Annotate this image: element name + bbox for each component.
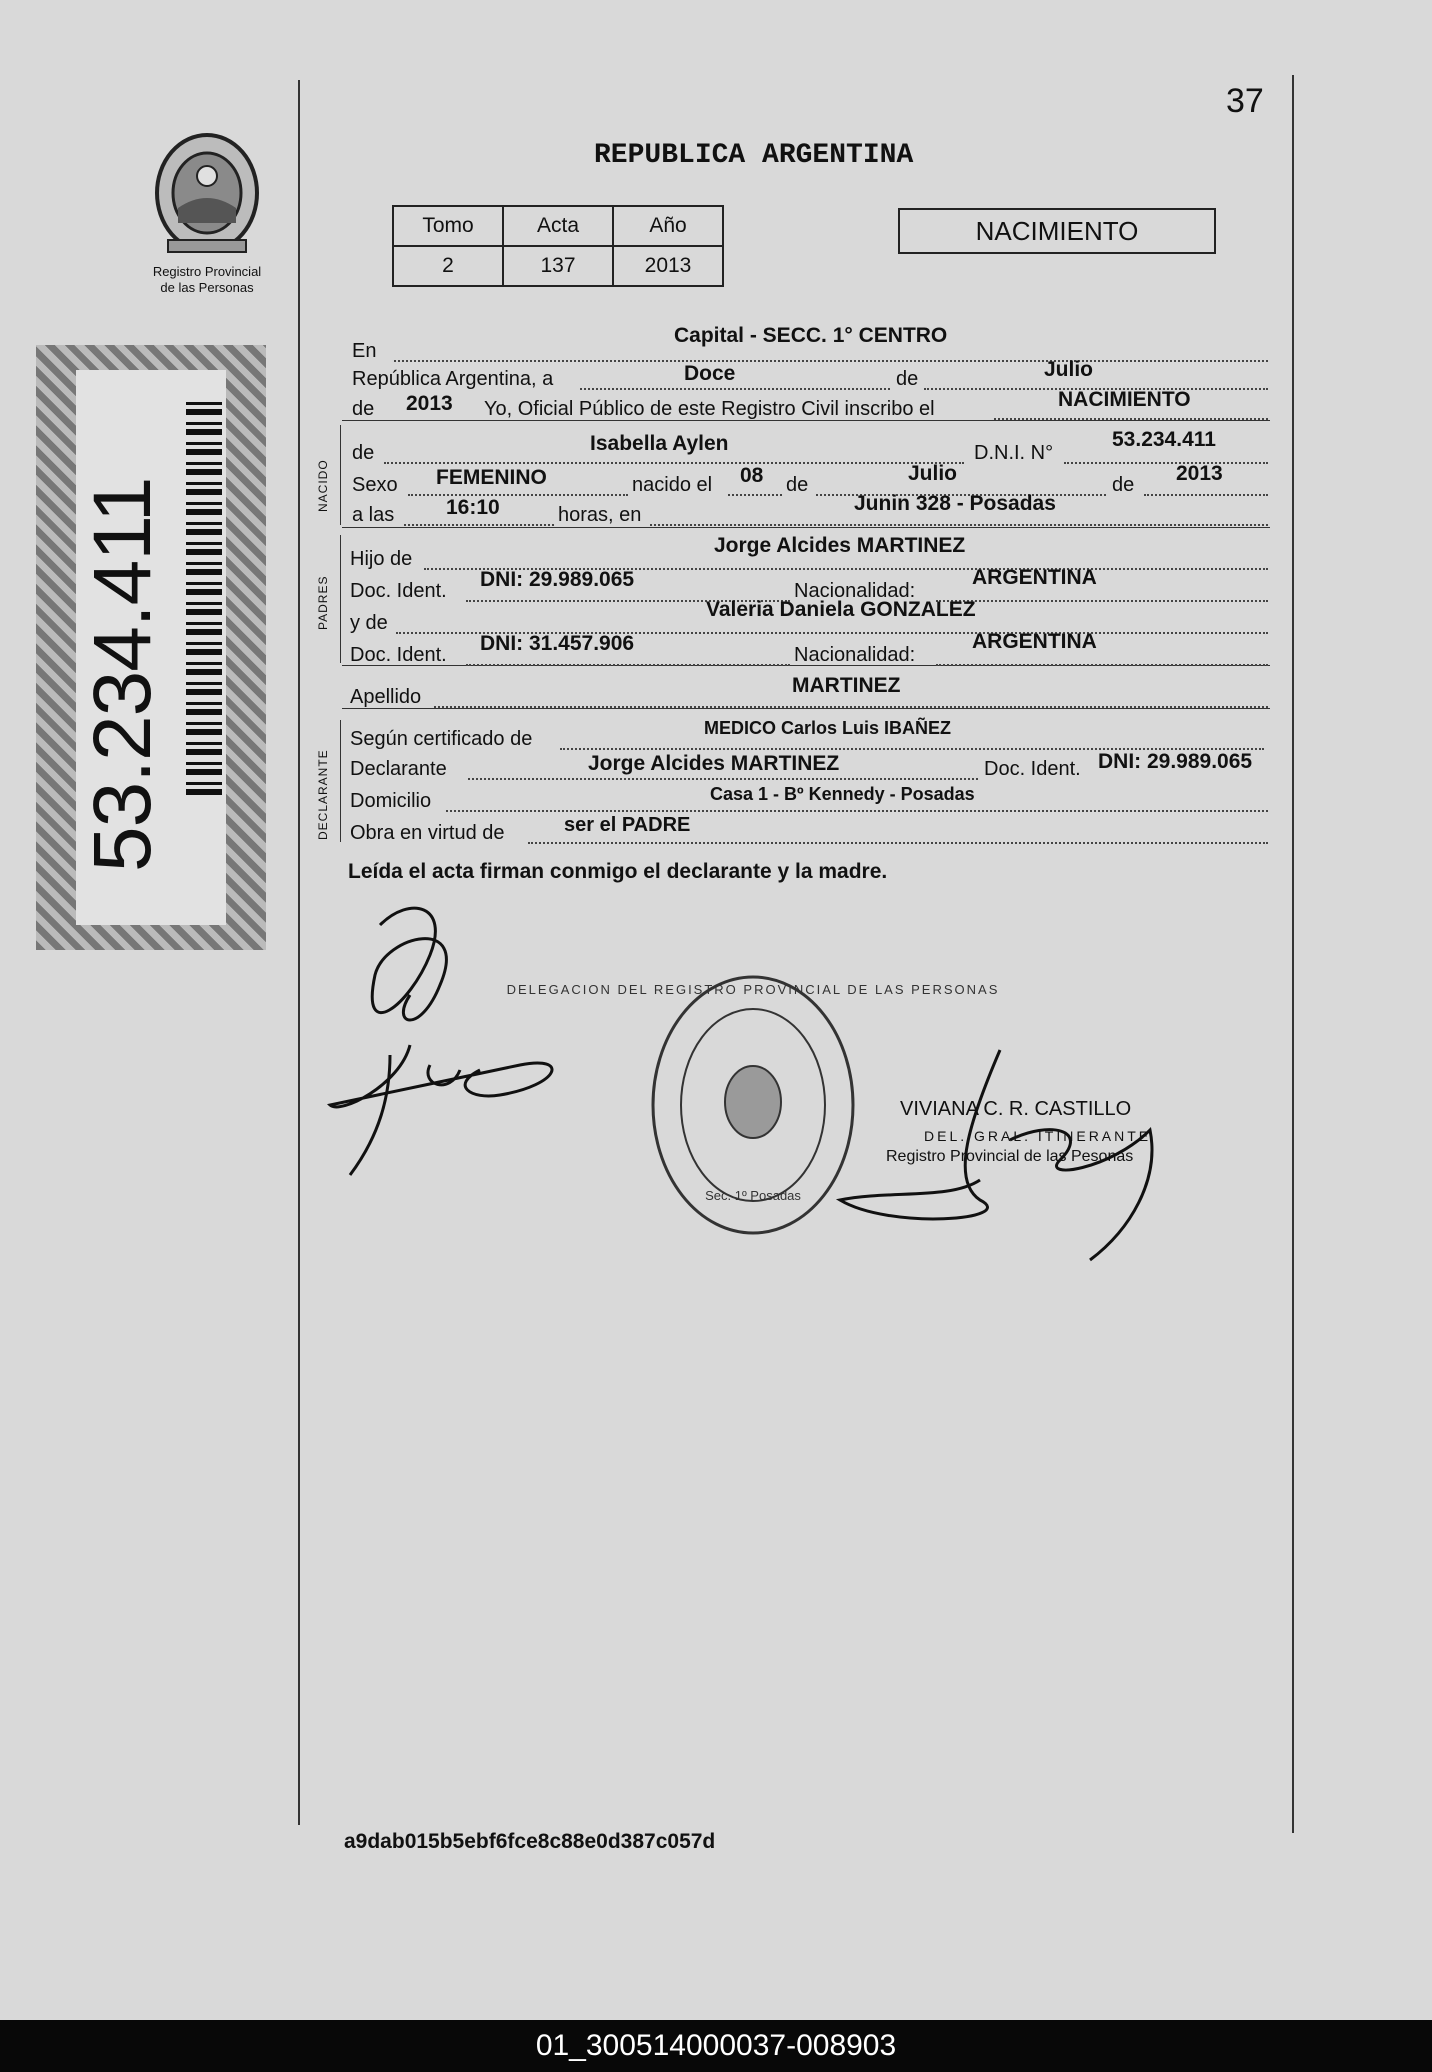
page-number: 37 — [1226, 82, 1264, 120]
section-label-declarante: DECLARANTE — [316, 749, 330, 840]
label-horas-en: horas, en — [558, 504, 642, 526]
dotted-line — [936, 664, 1268, 666]
label-de-name: de — [352, 442, 375, 464]
dotted-line — [1064, 462, 1268, 464]
separator — [342, 527, 1270, 528]
official-name: VIVIANA C. R. CASTILLO — [900, 1098, 1132, 1120]
label-doc-ident-mother: Doc. Ident. — [350, 644, 447, 666]
registry-line1: Registro Provincial — [152, 264, 262, 279]
declarant-signature — [320, 895, 580, 1185]
label-hijo-de: Hijo de — [350, 548, 413, 570]
label-sexo: Sexo — [352, 474, 398, 496]
label-y-de: y de — [350, 612, 388, 634]
label-a-las: a las — [352, 504, 395, 526]
value-birth-day: 08 — [740, 464, 764, 487]
value-day-word: Doce — [684, 362, 736, 385]
value-address: Casa 1 - Bº Kennedy - Posadas — [710, 784, 975, 804]
stamp-ring-text: DELEGACION DEL REGISTRO PROVINCIAL DE LAS PERSONAS — [506, 982, 1000, 997]
label-nacido-el: nacido el — [632, 474, 713, 496]
right-frame-line — [1292, 75, 1294, 1833]
value-declarant-doc: DNI: 29.989.065 — [1098, 750, 1253, 773]
label-nacionalidad: Nacionalidad: — [794, 580, 916, 602]
value-capacity: ser el PADRE — [564, 814, 691, 836]
value-father-nat: ARGENTINA — [972, 566, 1097, 589]
barcode-number: 53.234.411 — [77, 477, 168, 872]
dotted-line — [580, 388, 890, 390]
dotted-line — [394, 360, 1268, 362]
dotted-line — [404, 524, 554, 526]
value-ano: 2013 — [613, 246, 723, 286]
label-obra: Obra en virtud de — [350, 822, 505, 844]
dotted-line — [936, 600, 1268, 602]
document-hash: a9dab015b5ebf6fce8c88e0d387c057d — [344, 1830, 716, 1853]
label-declarante: Declarante — [350, 758, 447, 780]
value-father-doc: DNI: 29.989.065 — [480, 568, 635, 591]
dotted-line — [434, 706, 1268, 708]
dotted-line — [468, 778, 978, 780]
value-event: NACIMIENTO — [1058, 388, 1191, 411]
official-stamp — [506, 970, 1000, 1240]
document-title: REPUBLICA ARGENTINA — [594, 140, 914, 171]
dotted-line — [528, 842, 1268, 844]
value-birth-place: Junin 328 - Posadas — [854, 492, 1056, 515]
dotted-line — [728, 494, 782, 496]
value-declarant: Jorge Alcides MARTINEZ — [588, 752, 840, 775]
label-doc-ident-declarant: Doc. Ident. — [984, 758, 1081, 780]
label-de-month: de — [1112, 474, 1135, 496]
registry-line2: de las Personas — [160, 280, 254, 295]
value-sex: FEMENINO — [436, 466, 547, 489]
record-type-box: NACIMIENTO — [898, 208, 1216, 254]
section-label-nacido: NACIDO — [316, 459, 330, 512]
header-ano: Año — [613, 206, 723, 246]
label-yo-text: Yo, Oficial Público de este Registro Civil inscribo el — [484, 398, 935, 420]
label-de: de — [896, 368, 919, 390]
dotted-line — [1144, 494, 1268, 496]
dotted-line — [650, 524, 1268, 526]
value-time: 16:10 — [446, 496, 500, 519]
registry-label — [132, 264, 282, 296]
value-dni: 53.234.411 — [1112, 428, 1216, 451]
official-office: Registro Provincial de las Pesonas — [886, 1148, 1134, 1165]
dotted-line — [384, 462, 964, 464]
value-birth-year: 2013 — [1176, 462, 1223, 485]
value-mother-nat: ARGENTINA — [972, 630, 1097, 653]
label-domicilio: Domicilio — [350, 790, 432, 812]
value-place: Capital - SECC. 1° CENTRO — [674, 324, 948, 347]
label-doc-ident: Doc. Ident. — [350, 580, 447, 602]
label-republica: República Argentina, a — [352, 368, 554, 390]
label-dni: D.N.I. N° — [974, 442, 1054, 464]
section-divider — [340, 425, 341, 525]
value-birth-month: Julio — [908, 462, 958, 485]
value-tomo: 2 — [393, 246, 503, 286]
label-en: En — [352, 340, 377, 362]
barcode-bars — [186, 395, 222, 795]
record-table — [392, 205, 724, 287]
dotted-line — [466, 664, 790, 666]
dotted-line — [446, 810, 1268, 812]
section-label-padres: PADRES — [316, 575, 330, 630]
separator — [342, 708, 1270, 709]
value-month: Julio — [1044, 358, 1094, 381]
label-de-year: de — [352, 398, 375, 420]
value-surname: MARTINEZ — [792, 674, 901, 697]
official-role: DEL. GRAL. ITINERANTE — [924, 1128, 1152, 1144]
label-segun: Según certificado de — [350, 728, 533, 750]
header-tomo: Tomo — [393, 206, 503, 246]
left-frame-line — [298, 80, 300, 1825]
value-name: Isabella Aylen — [590, 432, 729, 455]
label-nacionalidad-mother: Nacionalidad: — [794, 644, 916, 666]
value-mother-doc: DNI: 31.457.906 — [480, 632, 635, 655]
stamp-inner-text: Sec. 1º Posadas — [705, 1188, 801, 1203]
value-certificate: MEDICO Carlos Luis IBAÑEZ — [704, 718, 952, 738]
closing-statement: Leída el acta firman conmigo el declarante y la madre. — [348, 860, 888, 883]
dotted-line — [994, 418, 1268, 420]
section-divider — [340, 720, 341, 842]
section-divider — [340, 535, 341, 663]
value-acta: 137 — [503, 246, 613, 286]
provincial-seal — [148, 128, 266, 258]
value-father: Jorge Alcides MARTINEZ — [714, 534, 966, 557]
dotted-line — [408, 494, 628, 496]
file-id-bar: 01_300514000037-008903 — [0, 2020, 1432, 2072]
label-de-day: de — [786, 474, 809, 496]
value-year: 2013 — [406, 392, 453, 415]
header-acta: Acta — [503, 206, 613, 246]
label-apellido: Apellido — [350, 686, 422, 708]
value-mother: Valeria Daniela GONZALEZ — [706, 598, 976, 621]
